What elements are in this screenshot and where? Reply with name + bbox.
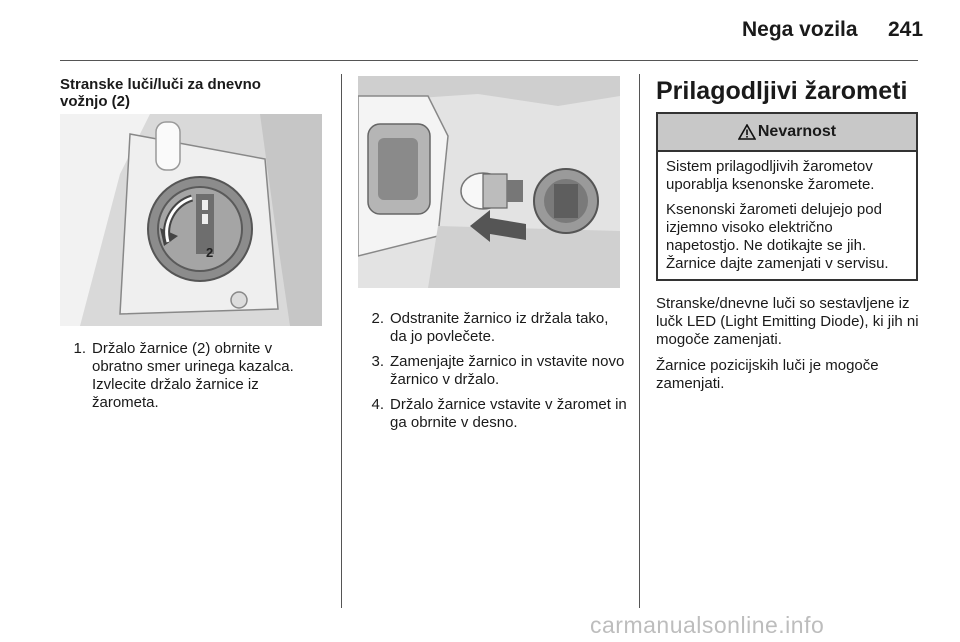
watermark: carmanualsonline.info: [590, 612, 825, 638]
step-item: [358, 310, 628, 346]
column-divider-left: [341, 74, 342, 608]
section-heading: Stranske luči/luči za dnevno vožnjo (2): [60, 76, 261, 110]
column-divider-right: [639, 74, 640, 608]
step-text: Zamenjajte žarnico in vstavite novo žarnico v držalo.: [390, 353, 625, 388]
headlight-bulb-holder-illustration: [60, 114, 322, 326]
step-item: [60, 340, 324, 412]
warning-paragraph: Sistem prilagodljivih žarometov uporablja ksenonske žaromete.: [666, 158, 875, 193]
right-column: [656, 74, 920, 401]
figure-callout: 2: [206, 245, 214, 260]
left-column: [60, 74, 324, 419]
warning-paragraph: Ksenonski žarometi delujejo pod izjemno visoko električno napetostjo. Ne dotikajte se jih. Žarnice dajte zamenjati v servisu.: [666, 201, 889, 272]
step-number: 1.: [73, 340, 86, 357]
step-number: 4.: [371, 396, 384, 413]
warning-body: [658, 152, 916, 279]
step-text: Držalo žarnice vstavite v žaromet in ga obrnite v desno.: [390, 396, 627, 431]
step-item: [358, 353, 628, 389]
warning-title: Nevarnost: [757, 123, 837, 140]
warning-title-bar: [658, 114, 916, 152]
body-paragraph: Stranske/dnevne luči so sestavljene iz lučk LED (Light Emitting Diode), ki jih ni mogoče zamenjati.: [656, 295, 919, 348]
header-rule: [60, 60, 918, 61]
step-number: 3.: [371, 353, 384, 370]
page-number: 241: [888, 18, 924, 41]
section-heading: Prilagodljivi žarometi: [656, 77, 908, 105]
warning-box: [656, 112, 918, 281]
step-text: Odstranite žarnico iz držala tako, da jo povlečete.: [390, 310, 609, 345]
step-number: 2.: [371, 310, 384, 327]
middle-column: [358, 74, 628, 439]
header-title: Nega vozila: [742, 18, 858, 41]
warning-triangle-icon: [738, 124, 756, 140]
bulb-replacement-illustration: [358, 76, 620, 288]
step-item: [358, 396, 628, 432]
body-paragraph: Žarnice pozicijskih luči je mogoče zamenjati.: [656, 357, 879, 392]
step-text: Držalo žarnice (2) obrnite v obratno smer urinega kazalca. Izvlecite držalo žarnice iz žarometa.: [92, 340, 294, 411]
